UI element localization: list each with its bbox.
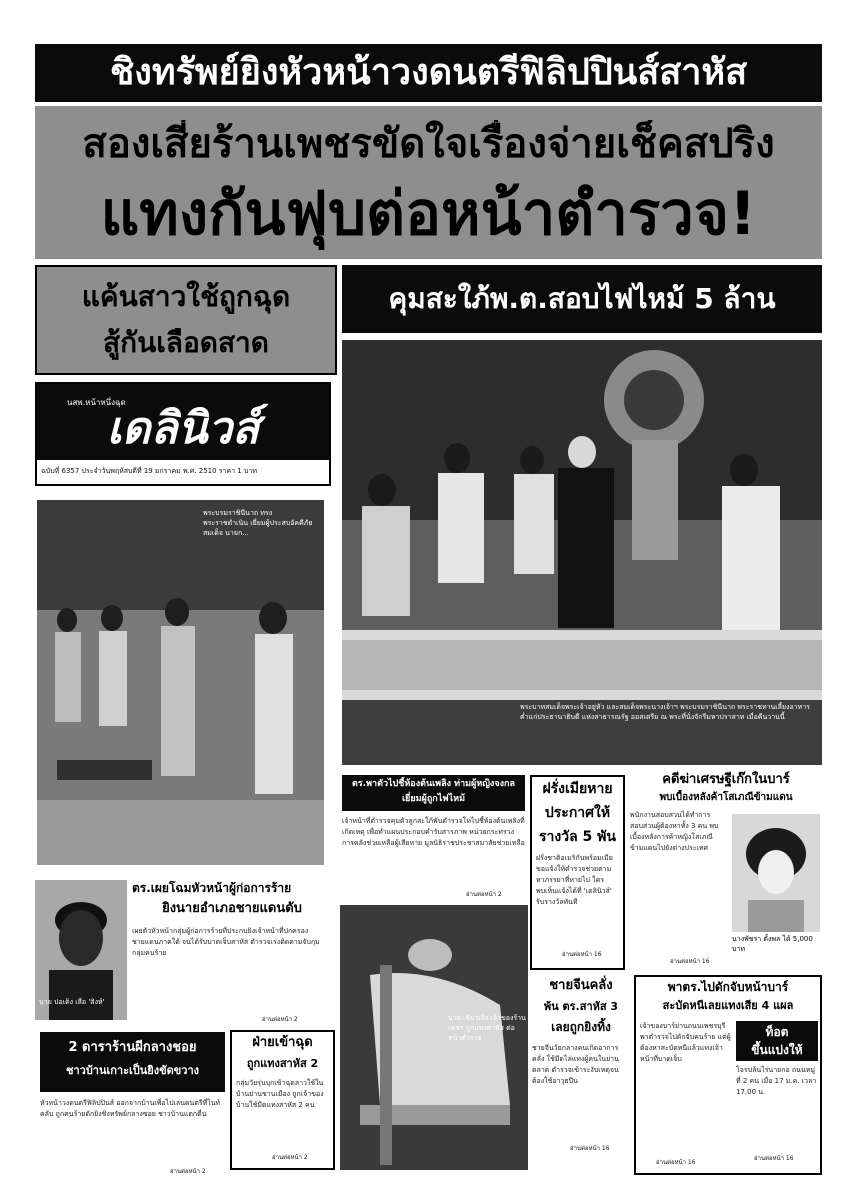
gunmen-story-cont: อ่านต่อหน้า 2 [170, 1168, 206, 1175]
fire-story-cont: อ่านต่อหน้า 2 [466, 891, 502, 898]
masthead-tagline: นสพ.หน้าหนึ่งฉุด [67, 398, 126, 407]
killing-story [630, 770, 822, 970]
side-caught-body: กลุ่มวัยรุ่นบุกเข้าฉุดสาวใช้ในบ้านย่านชานเมือง ถูกเจ้าของบ้านใช้มีดแทงสาหัส 2 คน [236, 1079, 324, 1109]
inside-box-cont: อ่านต่อหน้า 16 [754, 1155, 794, 1162]
inside-box-head [736, 1021, 818, 1061]
inside-box-body: โจรปล้นไร่นายกอ ถนนหมู่ที่ 2 คน เมื่อ 17 ม.ค. เวลา 17.00 น. [736, 1066, 817, 1096]
masthead [35, 382, 331, 486]
chinese-man-body: ชายจีนวัยกลางคนเกิดอาการคลั่ง ใช้มีดไล่แทงผู้คนในย่านตลาด ตำรวจเข้าระงับเหตุจนต้องใช้อาวุธปืน [532, 1044, 619, 1085]
masthead-title-bar [37, 384, 329, 460]
wife-story-head1: ฝรั่งเมียหาย [542, 781, 613, 797]
queen-visit-caption: พระบรมราชินีนาถ ทรงพระราชดำเนิน เยี่ยมผู้ประสบอัคคีภัย สมเด็จ นายก... [203, 509, 313, 537]
fire-story-body: เจ้าหน้าที่ตำรวจคุมตัวลูกสะใภ้พันตำรวจโทไปชี้ห้องต้นเพลิงที่เกิดเหตุ เพื่อทำแผนประกอบคำรับสารภาพ หน่วยกระทรวงการคลังช่วยเหลือผู้เสียหาย มูลนิธิราชประชาสมาสัยช่วยเหลือ [342, 817, 525, 847]
chinese-man-head2: พ้น ตร.สาหัส 3 [543, 1000, 619, 1013]
inside-box-head2: ขึ้นแบ่งให้ [751, 1043, 803, 1057]
border-story-head1: ตร.เผยโฉมหัวหน้าผู้ก่อการร้าย [132, 881, 292, 895]
border-story-head2: ยิงนายอำเภอชายแดนดับ [162, 901, 302, 916]
main-headline-panel [35, 106, 822, 259]
side-caught-head2: ถูกแทงสาหัส 2 [246, 1057, 319, 1070]
main-headline-line1: สองเสี่ยร้านเพชรขัดใจเรื่องจ่ายเช็คสปริง [82, 121, 775, 167]
side-caught-cont: อ่านต่อหน้า 2 [272, 1154, 308, 1161]
bar-raid-head2: สะบัดหนีเลยแทงเสีย 4 แผล [662, 999, 794, 1012]
wife-story-head2: ประกาศให้ [544, 805, 611, 821]
main-headline-line2: แทงกันฟุบต่อหน้าตำรวจ! [100, 179, 757, 249]
gunmen-head2: ชาวบ้านเกาะเป็นยิงขัดขวาง [66, 1064, 199, 1077]
bar-raid-body: เจ้าของบาร์ย่านถนนเพชรบุรีพาตำรวจไปดักจับคนร้าย แต่ผู้ต้องหาสะบัดหนีแล้วแทงเจ้าหน้าที่บาดเจ็บ [640, 1022, 731, 1063]
side-caught-story [230, 1030, 335, 1170]
wife-story-head3: รางวัล 5 พัน [539, 829, 616, 845]
right-headline-box: คุมสะใภ้พ.ต.สอบไฟไหม้ 5 ล้าน [342, 265, 822, 333]
chinese-man-head3: เลยถูกยิงทิ้ง [551, 1020, 611, 1034]
bar-raid-head1: พาตร.ไปดักจับหน้าบาร์ [667, 980, 789, 994]
inside-box [736, 1021, 818, 1169]
border-story [132, 878, 332, 1028]
suspect-portrait-photo [35, 880, 127, 1020]
woman-portrait-photo [732, 814, 820, 932]
top-headline-banner: ชิงทรัพย์ยิงหัวหน้าวงดนตรีฟิลิปปินส์สาหัส [35, 44, 822, 102]
chinese-man-head1: ชายจีนคลั่ง [549, 978, 613, 993]
killing-story-cont: อ่านต่อหน้า 16 [670, 958, 710, 965]
killing-story-head2: พบเบื้องหลังค้าโสเภณีข้ามแดน [659, 792, 793, 803]
border-story-body: เผยตัวหัวหน้ากลุ่มผู้ก่อการร้ายที่ประกบยิงเจ้าหน้าที่ปกครองชายแดนภาคใต้ จนได้รับบาดเจ็บสาหัส ตำรวจเร่งติดตามจับกุมกลุ่มคนร้าย [132, 927, 320, 957]
woman-portrait-art [732, 814, 820, 932]
wife-story-body: ฝรั่งชาติอเมริกันพร้อมเมียขอแจ้งให้ตำรวจช่วยตามหาภรรยาที่หายไป ใครพบเห็นแจ้งได้ที่ 'เดลินิวส์' รับรางวัลทันที [536, 854, 613, 906]
left-headline-box [35, 265, 337, 375]
masthead-issue-line: ฉบับที่ 6357 ประจำวันพฤหัสบดีที่ 19 มกราคม พ.ศ. 2510 ราคา 1 บาท [41, 467, 257, 475]
border-story-cont: อ่านต่อหน้า 2 [262, 1016, 298, 1023]
left-headline-line1: แค้นสาวใช้ถูกฉุด [81, 280, 291, 313]
queen-visit-photo [37, 500, 324, 865]
bar-raid-cont: อ่านต่อหน้า 16 [656, 1159, 696, 1166]
killing-story-body: พนักงานสอบสวนได้ทำการสอบสวนผู้ต้องหาทั้ง 3 คน พบเบื้องหลังการค้าหญิงโสเภณีข้ามแดนไปยังต่างประเทศ [630, 811, 719, 852]
gunmen-head1: 2 ดาราร้านผีกลางชอย [68, 1040, 197, 1055]
inside-box-head1: ท็อต [765, 1025, 789, 1039]
side-caught-head1: ฝ่ายเข้าฉุด [252, 1035, 313, 1050]
suspect-portrait-caption: นาย ปอเต็ง เสือ 'สิงห์' [39, 998, 105, 1006]
chinese-man-cont: อ่านต่อหน้า 16 [570, 1145, 610, 1152]
royal-banquet-caption: พระบาทสมเด็จพระเจ้าอยู่หัว และสมเด็จพระนางเจ้าฯ พระบรมราชินีนาถ พระราชทานเลี้ยงอาหารค่ำแก่ประธานาธิบดี แห่งสาธารณรัฐ ออสเตรีย ณ พระที่นั่งจักรีมหาปราสาท เมื่อคืนวานนี้ [520, 703, 810, 721]
woman-portrait-caption: นางพัชรา ตั้งพล ได้ 5,000 บาท [732, 935, 813, 953]
hospital-photo [340, 905, 528, 1170]
bar-raid-story [634, 975, 822, 1175]
wife-story-cont: อ่านต่อหน้า 16 [562, 951, 602, 958]
killing-story-head1: คดีฆ่าเศรษฐีเก๊กในบาร์ [662, 772, 790, 787]
fire-story-head-text: ตร.พาตัวไปชี้ห้องต้นเพลิง ท่ามผู้หญิงจงกลเยี่ยมผู้ถูกไฟไหม้ [352, 779, 515, 804]
chinese-man-story [532, 975, 630, 1175]
wife-story [530, 775, 625, 970]
gunmen-story-head [40, 1032, 225, 1092]
hospital-photo-caption: นาย เชียวเลิง เจ้าของร้านเพชร ถูกแทงสาหัส ต่อหน้าตำรวจ [448, 1014, 526, 1042]
gunmen-story-body: หัวหน้าวงดนตรีฟิลิปปินส์ ออกจากบ้านเพื่อไปเล่นดนตรีที่ไนท์คลับ ถูกคนร้ายดักยิงชิงทรัพย์กลางซอย ชาวบ้านแตกตื่น [40, 1099, 221, 1118]
royal-banquet-photo [342, 340, 822, 765]
fire-story-head [342, 775, 525, 811]
left-headline-line2: สู้กันเลือดสาด [103, 326, 269, 359]
masthead-title: เดลินิวส์ [106, 403, 260, 454]
